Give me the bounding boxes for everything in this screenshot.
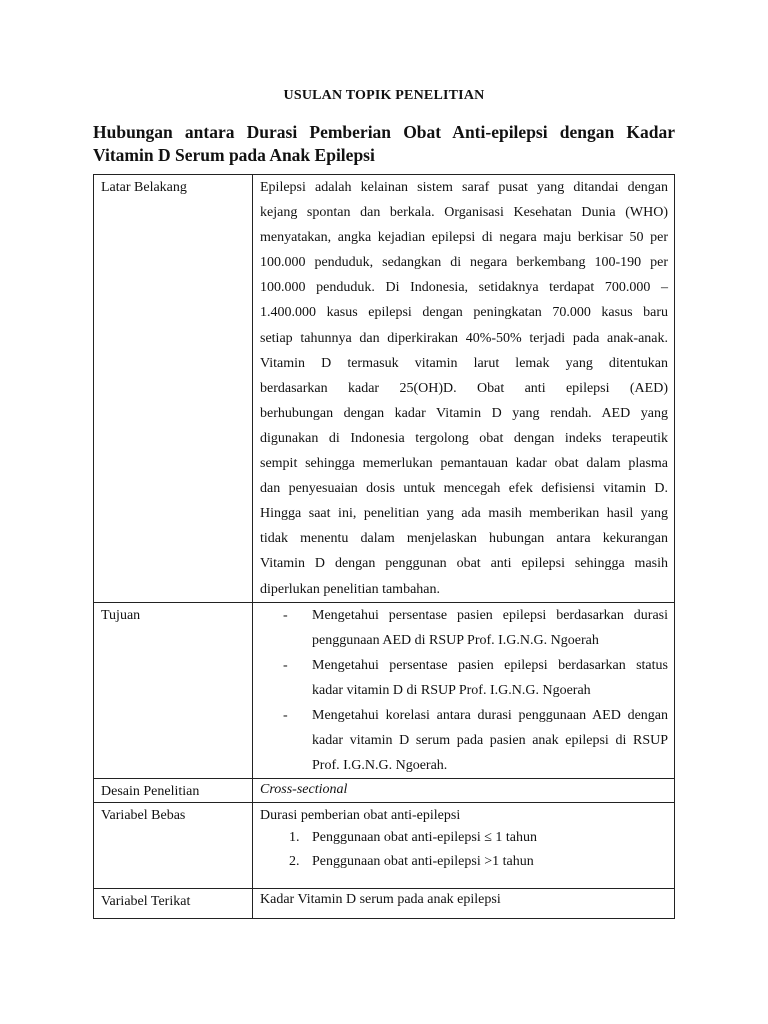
document-title xyxy=(93,121,675,167)
list-item xyxy=(283,603,668,653)
list-item-text: Mengetahui persentase pasien epilepsi berdasarkan status xyxy=(312,657,668,673)
paragraph-line: kejang spontan dan berkala. Organisasi Kesehatan Dunia (WHO) xyxy=(260,205,668,221)
list-item-text: penggunaan AED di RSUP Prof. I.G.N.G. Ngoerah xyxy=(312,632,599,648)
paragraph-line: Vitamin D dengan penggunan obat anti epilepsi sehingga masih xyxy=(260,556,668,572)
list-item-text: Prof. I.G.N.G. Ngoerah. xyxy=(312,758,448,774)
paragraph-line: tidak menentu dalam menjelaskan hubungan antara kekurangan xyxy=(260,531,668,547)
paragraph-line: menyatakan, angka kejadian epilepsi di negara maju berkisar 50 per xyxy=(260,230,668,246)
list-item-text: Penggunaan obat anti-epilepsi ≤ 1 tahun xyxy=(312,830,538,846)
paragraph-line: sempit sehingga memerlukan pemantauan kadar obat dalam plasma xyxy=(260,456,668,472)
value-desain-penelitian: Cross-sectional xyxy=(253,779,675,803)
page-heading: USULAN TOPIK PENELITIAN xyxy=(283,88,485,103)
numbered-list xyxy=(260,826,668,874)
content-latar-belakang xyxy=(253,175,675,603)
row-tujuan xyxy=(94,602,675,779)
latar-belakang-paragraph xyxy=(260,175,668,602)
paragraph-line: diperlukan penelitian tambahan. xyxy=(260,581,440,597)
label-latar-belakang: Latar Belakang xyxy=(94,175,253,603)
paragraph-line: setiap tahunnya dan diperkirakan 40%-50% terjadi pada anak-anak. xyxy=(260,330,668,346)
row-latar-belakang xyxy=(94,175,675,603)
list-item-text: kadar vitamin D di RSUP Prof. I.G.N.G. Ngoerah xyxy=(312,682,591,698)
list-item-text: Penggunaan obat anti-epilepsi >1 tahun xyxy=(312,854,534,870)
list-item xyxy=(283,703,668,778)
label-variabel-terikat: Variabel Terikat xyxy=(94,889,253,919)
value-variabel-terikat: Kadar Vitamin D serum pada anak epilepsi xyxy=(253,889,675,919)
paragraph-line: 100.000 penduduk, sedangkan di negara berkembang 100-190 per xyxy=(260,255,668,271)
row-variabel-terikat xyxy=(94,889,675,919)
number-marker: 2. xyxy=(289,854,300,870)
paragraph-line: Epilepsi adalah kelainan sistem saraf pusat yang ditandai dengan xyxy=(260,180,668,195)
paragraph-line: Vitamin D termasuk vitamin larut lemak yang ditentukan xyxy=(260,355,668,371)
list-item xyxy=(283,653,668,703)
paragraph-line: 1.400.000 kasus epilepsi dengan peningkatan 70.000 kasus baru xyxy=(260,305,668,321)
paragraph-line: berdasarkan kadar 25(OH)D. Obat anti epilepsi (AED) xyxy=(260,380,668,396)
label-tujuan: Tujuan xyxy=(94,602,253,779)
paragraph-line: digunakan di Indonesia tergolong obat dengan indeks terapeutik xyxy=(260,430,668,446)
title-line-2: Vitamin D Serum pada Anak Epilepsi xyxy=(93,145,375,165)
row-variabel-bebas xyxy=(94,803,675,889)
dash-marker: - xyxy=(283,707,288,723)
proposal-table xyxy=(93,174,675,919)
title-line-1: Hubungan antara Durasi Pemberian Obat Anti-epilepsi dengan Kadar xyxy=(93,122,675,142)
content-variabel-bebas xyxy=(253,803,675,889)
objectives-list xyxy=(260,603,668,779)
variabel-bebas-value: Durasi pemberian obat anti-epilepsi xyxy=(260,808,461,824)
row-desain xyxy=(94,779,675,803)
dash-marker: - xyxy=(283,657,288,673)
list-item-text: Mengetahui korelasi antara durasi penggunaan AED dengan xyxy=(312,707,668,723)
paragraph-line: 100.000 penduduk. Di Indonesia, setidaknya terdapat 700.000 – xyxy=(260,280,668,296)
list-item xyxy=(289,826,668,850)
label-desain-penelitian: Desain Penelitian xyxy=(94,779,253,803)
number-marker: 1. xyxy=(289,830,300,846)
paragraph-line: berhubungan dengan kadar Vitamin D yang rendah. AED yang xyxy=(260,405,668,421)
content-tujuan xyxy=(253,602,675,779)
paragraph-line: dan penyesuaian dosis untuk mencegah efek defisiensi vitamin D. xyxy=(260,481,668,497)
label-variabel-bebas: Variabel Bebas xyxy=(94,803,253,889)
list-item xyxy=(289,850,668,874)
list-item-text: Mengetahui persentase pasien epilepsi berdasarkan durasi xyxy=(312,607,668,623)
paragraph-line: Hingga saat ini, penelitian yang ada masih memberikan hasil yang xyxy=(260,506,668,522)
dash-marker: - xyxy=(283,607,288,623)
list-item-text: kadar vitamin D serum pada pasien anak epilepsi di RSUP xyxy=(312,733,668,749)
